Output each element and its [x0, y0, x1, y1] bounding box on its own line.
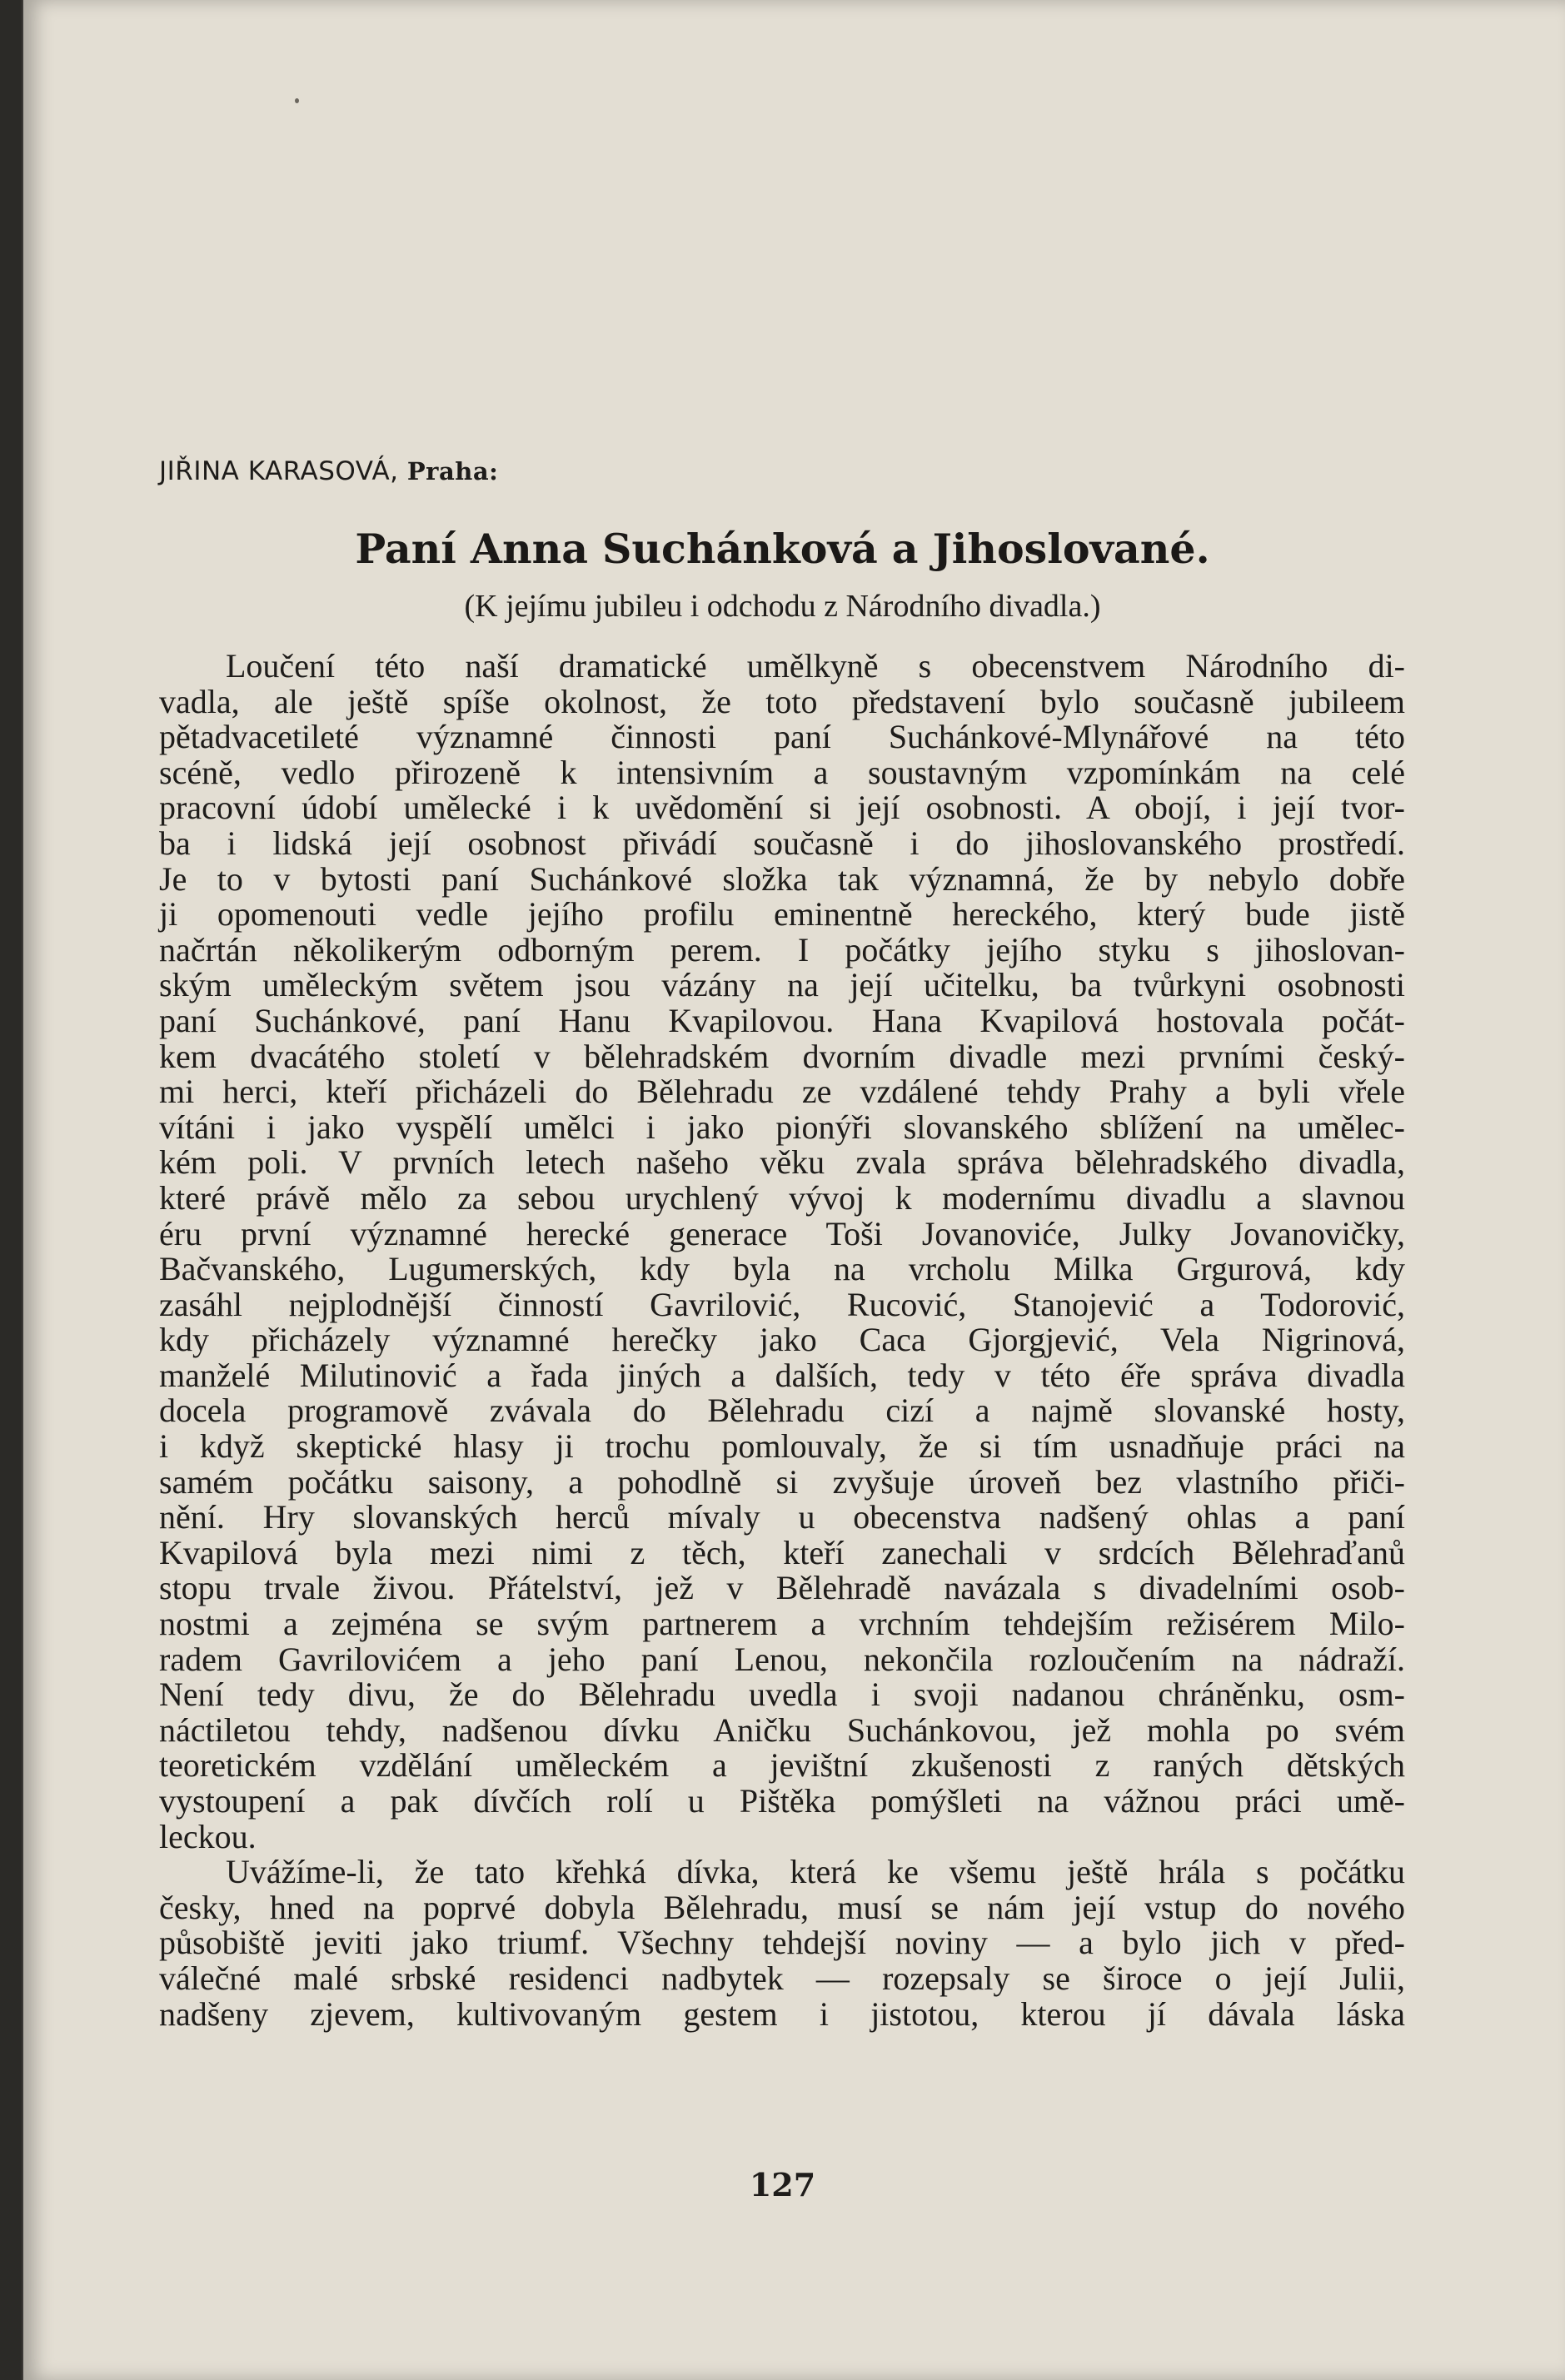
text-line: ským uměleckým světem jsou vázány na její učitelku, ba tvůrkyni osobnosti — [159, 966, 1405, 1004]
text-line: manželé Milutinović a řada jiných a dalších, tedy v této éře správa divadla — [159, 1356, 1405, 1394]
text-line: kdy přicházely významné herečky jako Caca Gjorgjević, Vela Nigrinová, — [159, 1321, 1405, 1359]
text-line: česky, hned na poprvé dobyla Bělehradu, musí se nám její vstup do nového — [159, 1888, 1405, 1926]
text-line: docela programově zvávala do Bělehradu cizí a najmě slovanské hosty, — [159, 1392, 1405, 1430]
text-line: mi herci, kteří přicházeli do Bělehradu ze vzdálené tehdy Prahy a byli vřele — [159, 1073, 1405, 1111]
text-line: Uvážíme-li, že tato křehká dívka, která ke všemu ještě hrála s počátku — [226, 1853, 1405, 1891]
text-line: které právě mělo za sebou urychlený vývoj k modernímu divadlu a slavnou — [159, 1178, 1405, 1217]
author-name: JIŘINA KARASOVÁ, — [159, 456, 399, 486]
text-line: načrtán několikerým odborným perem. I počátky jejího styku s jihoslovan- — [159, 930, 1405, 968]
page-number: 127 — [749, 2166, 816, 2203]
text-line: Není tedy divu, že do Bělehradu uvedla i svoji nadanou chráněnku, osm- — [159, 1675, 1405, 1714]
text-line: zasáhl nejplodnější činností Gavrilović, Rucović, Stanojević a Todorović, — [159, 1285, 1405, 1323]
text-line: scéně, vedlo přirozeně k intensivním a soustavným vzpomínkám na celé — [159, 753, 1405, 791]
article-body — [159, 649, 1405, 2032]
text-line: paní Suchánkové, paní Hanu Kvapilovou. Hana Kvapilová hostovala počát- — [159, 1001, 1405, 1039]
text-line: nostmi a zejména se svým partnerem a vrchním tehdejším režisérem Milo- — [159, 1605, 1405, 1643]
text-line: ba i lidská její osobnost přivádí současně i do jihoslovanského prostředí. — [159, 824, 1405, 862]
text-line: Je to v bytosti paní Suchánkové složka tak významná, že by nebylo dobře — [159, 859, 1405, 898]
text-line: válečné malé srbské residenci nadbytek — rozepsaly se široce o její Julii, — [159, 1959, 1405, 1997]
text-line: samém počátku saisony, a pohodlně si zvyšuje úroveň bez vlastního přiči- — [159, 1462, 1405, 1501]
author-place: Praha: — [406, 457, 499, 485]
text-line: vítáni i jako vyspělí umělci i jako pionýři slovanského sblížení na umělec- — [159, 1108, 1405, 1146]
text-line: působiště jeviti jako triumf. Všechny tehdejší noviny — a bylo jich v před- — [159, 1924, 1405, 1962]
text-line: Loučení této naší dramatické umělkyně s obecenstvem Národního di- — [226, 647, 1405, 685]
text-line: vadla, ale ještě spíše okolnost, že toto představení bylo současně jubileem — [159, 682, 1405, 720]
text-line: i když skeptické hlasy ji trochu pomlouvaly, že si tím usnadňuje práci na — [159, 1427, 1405, 1466]
article-subtitle: (K jejímu jubileu i odchodu z Národního divadla.) — [464, 589, 1101, 624]
text-line: ji opomenouti vedle jejího profilu eminentně hereckého, který bude jistě — [159, 895, 1405, 934]
text-line: pracovní údobí umělecké i k uvědomění si její osobnosti. A obojí, i její tvor- — [159, 789, 1405, 827]
text-line: vystoupení a pak dívčích rolí u Pištěka pomýšleti na vážnou práci umě- — [159, 1782, 1405, 1820]
text-line: éru první významné herecké generace Toši Jovanoviće, Julky Jovanovičky, — [159, 1214, 1405, 1252]
text-line: nění. Hry slovanských herců mívaly u obecenstva nadšený ohlas a paní — [159, 1498, 1405, 1536]
text-line: teoretickém vzdělání uměleckém a jevištní zkušenosti z raných dětských — [159, 1746, 1405, 1785]
text-line: kém poli. V prvních letech našeho věku zvala správa bělehradského divadla, — [159, 1143, 1405, 1182]
text-line: radem Gavrilovićem a jeho paní Lenou, nekončila rozloučením na nádraží. — [159, 1640, 1405, 1678]
text-line: náctiletou tehdy, nadšenou dívku Aničku Suchánkovou, jež mohla po svém — [159, 1710, 1405, 1749]
text-line: nadšeny zjevem, kultivovaným gestem i jistotou, kterou jí dávala láska — [159, 1994, 1405, 2033]
text-line: pětadvacetileté významné činnosti paní Suchánkové-Mlynářové na této — [159, 718, 1405, 756]
text-line: Kvapilová byla mezi nimi z těch, kteří zanechali v srdcích Bělehraďanů — [159, 1533, 1405, 1571]
author-line — [159, 456, 498, 486]
text-line: stopu trvale živou. Přátelství, jež v Bělehradě navázala s divadelními osob- — [159, 1569, 1405, 1607]
article-title: Paní Anna Suchánková a Jihoslované. — [355, 525, 1210, 573]
text-line: Bačvanského, Lugumerských, kdy byla na vrcholu Milka Grgurová, kdy — [159, 1250, 1405, 1288]
text-line: leckou. — [159, 1817, 257, 1855]
print-speck — [295, 98, 299, 103]
text-line: kem dvacátého století v bělehradském dvorním divadle mezi prvními český- — [159, 1037, 1405, 1075]
